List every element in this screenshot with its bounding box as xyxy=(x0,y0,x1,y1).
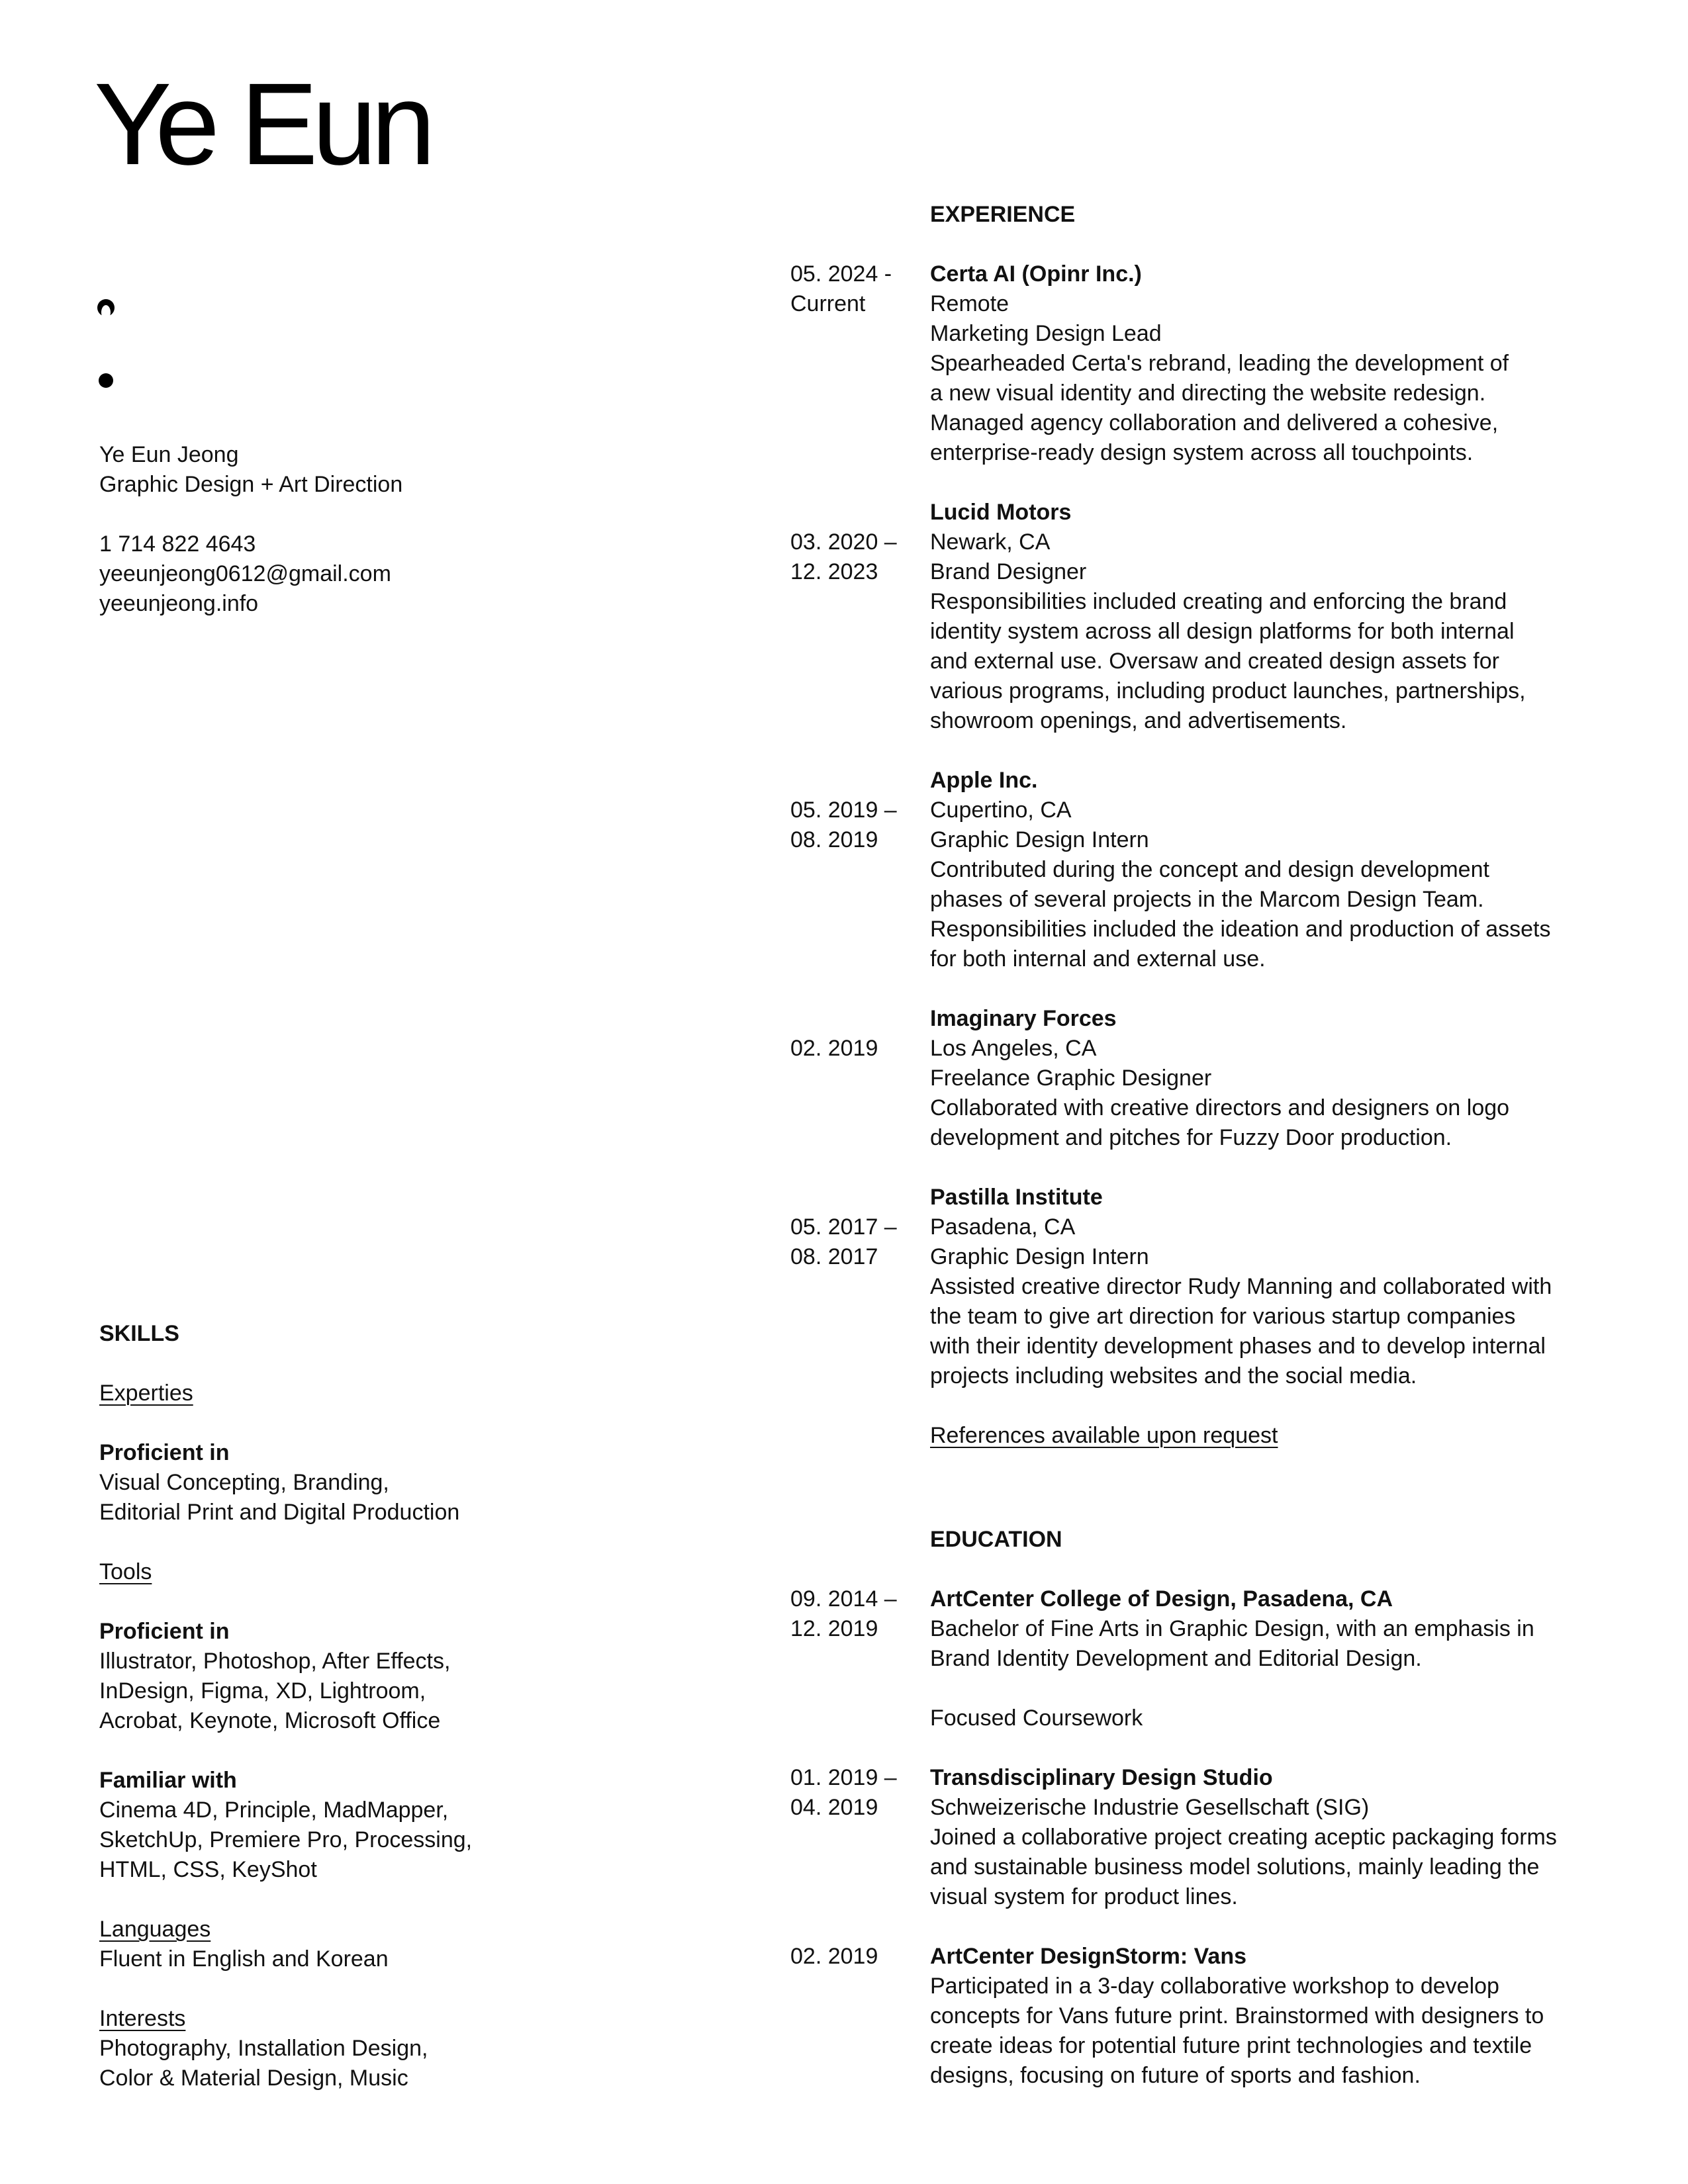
job-entry xyxy=(930,498,1612,736)
job-title: Graphic Design Intern xyxy=(930,1244,1149,1269)
contact-website[interactable]: yeeunjeong.info xyxy=(99,591,259,616)
education-title: ArtCenter College of Design, Pasadena, CA xyxy=(930,1586,1393,1612)
education-description: Bachelor of Fine Arts in Graphic Design, with an emphasis in Brand Identity Development and Editorial Design. xyxy=(930,1616,1534,1671)
job-location: Cupertino, CA xyxy=(930,797,1072,823)
job-title: Graphic Design Intern xyxy=(930,827,1149,852)
job-description: Collaborated with creative directors and designers on logo development and pitches for Fuzzy Door production. xyxy=(930,1095,1510,1150)
education-entry xyxy=(930,1584,1612,1674)
half-circle-icon xyxy=(97,299,115,316)
job-description: Contributed during the concept and design development phases of several projects in the Marcom Design Team. Responsibilities included the ideation and production of assets for both internal and external use. xyxy=(930,857,1551,972)
job-entry xyxy=(930,1183,1612,1391)
skills-expertise-proficient-text: Visual Concepting, Branding, Editorial Print and Digital Production xyxy=(99,1470,460,1525)
job-dates: 05. 2019 – 08. 2019 xyxy=(790,797,897,852)
skills-languages-text: Fluent in English and Korean xyxy=(99,1946,389,1972)
education-dates: 02. 2019 xyxy=(790,1944,878,1969)
skills-tools-proficient-label: Proficient in xyxy=(99,1619,230,1644)
job-location: Newark, CA xyxy=(930,529,1051,555)
job-company: Certa AI (Opinr Inc.) xyxy=(930,261,1142,287)
contact-block xyxy=(99,440,695,619)
job-dates: 02. 2019 xyxy=(790,1036,878,1061)
skills-expertise-label: Experties xyxy=(99,1381,193,1406)
contact-role: Graphic Design + Art Direction xyxy=(99,472,403,497)
skills-heading: SKILLS xyxy=(99,1321,179,1346)
job-dates: 03. 2020 – 12. 2023 xyxy=(790,529,897,584)
contact-full-name: Ye Eun Jeong xyxy=(99,442,239,467)
education-heading: EDUCATION xyxy=(930,1527,1062,1552)
education-dates: 09. 2014 – 12. 2019 xyxy=(790,1586,897,1641)
education-title: Transdisciplinary Design Studio xyxy=(930,1765,1273,1790)
skills-tools-proficient-text: Illustrator, Photoshop, After Effects, InDesign, Figma, XD, Lightroom, Acrobat, Keynote, Microsoft Office xyxy=(99,1649,451,1733)
job-location: Remote xyxy=(930,291,1009,316)
skills-expertise-proficient-label: Proficient in xyxy=(99,1440,230,1465)
skills-tools-familiar-label: Familiar with xyxy=(99,1768,237,1793)
education-title: ArtCenter DesignStorm: Vans xyxy=(930,1944,1246,1969)
job-title: Freelance Graphic Designer xyxy=(930,1066,1212,1091)
education-description: Participated in a 3-day collaborative workshop to develop concepts for Vans future print. Brainstormed with designers to create ideas for potential future print technologies and textile designs, focusing on future of sports and fashion. xyxy=(930,1974,1544,2088)
contact-email[interactable]: yeeunjeong0612@gmail.com xyxy=(99,561,391,586)
job-description: Responsibilities included creating and enforcing the brand identity system across all design platforms for both internal and external use. Oversaw and created design assets for various programs, including product launches, partnerships, showroom openings, and advertisements. xyxy=(930,589,1526,733)
education-entry xyxy=(930,1942,1612,2091)
education-description: Schweizerische Industrie Gesellschaft (SIG) Joined a collaborative project creating aceptic packaging forms and sustainable business model solutions, mainly leading the visual system for product lines. xyxy=(930,1795,1557,1909)
job-dates: 05. 2024 - Current xyxy=(790,261,892,316)
job-entry xyxy=(930,259,1612,468)
job-description: Spearheaded Certa's rebrand, leading the development of a new visual identity and directing the website redesign. Managed agency collaboration and delivered a cohesive, enterprise-ready design system across all touchpoints. xyxy=(930,351,1509,465)
job-company: Lucid Motors xyxy=(930,500,1072,525)
job-company: Apple Inc. xyxy=(930,768,1038,793)
job-entry xyxy=(930,766,1612,974)
focused-coursework-heading: Focused Coursework xyxy=(930,1706,1143,1731)
experience-heading: EXPERIENCE xyxy=(930,202,1076,227)
skills-languages-label: Languages xyxy=(99,1917,211,1942)
skills-tools-label: Tools xyxy=(99,1559,152,1584)
dot-icon xyxy=(99,373,113,388)
job-title: Marketing Design Lead xyxy=(930,321,1162,346)
job-location: Los Angeles, CA xyxy=(930,1036,1097,1061)
job-dates: 05. 2017 – 08. 2017 xyxy=(790,1214,897,1269)
job-location: Pasadena, CA xyxy=(930,1214,1076,1240)
job-company: Imaginary Forces xyxy=(930,1006,1117,1031)
job-title: Brand Designer xyxy=(930,559,1087,584)
page-title: Ye Eun xyxy=(94,60,430,189)
skills-interests-label: Interests xyxy=(99,2006,186,2031)
education-entry xyxy=(930,1763,1612,1912)
skills-tools-familiar-text: Cinema 4D, Principle, MadMapper, SketchUp, Premiere Pro, Processing, HTML, CSS, KeyShot xyxy=(99,1797,473,1882)
education-dates: 01. 2019 – 04. 2019 xyxy=(790,1765,897,1820)
contact-phone: 1 714 822 4643 xyxy=(99,531,256,557)
job-entry xyxy=(930,1004,1612,1153)
skills-interests-text: Photography, Installation Design, Color & Material Design, Music xyxy=(99,2036,428,2091)
job-company: Pastilla Institute xyxy=(930,1185,1103,1210)
job-description: Assisted creative director Rudy Manning and collaborated with the team to give art direction for various startup companies with their identity development phases and to develop internal projects including websites and the social media. xyxy=(930,1274,1552,1388)
references-link[interactable]: References available upon request xyxy=(930,1423,1278,1448)
